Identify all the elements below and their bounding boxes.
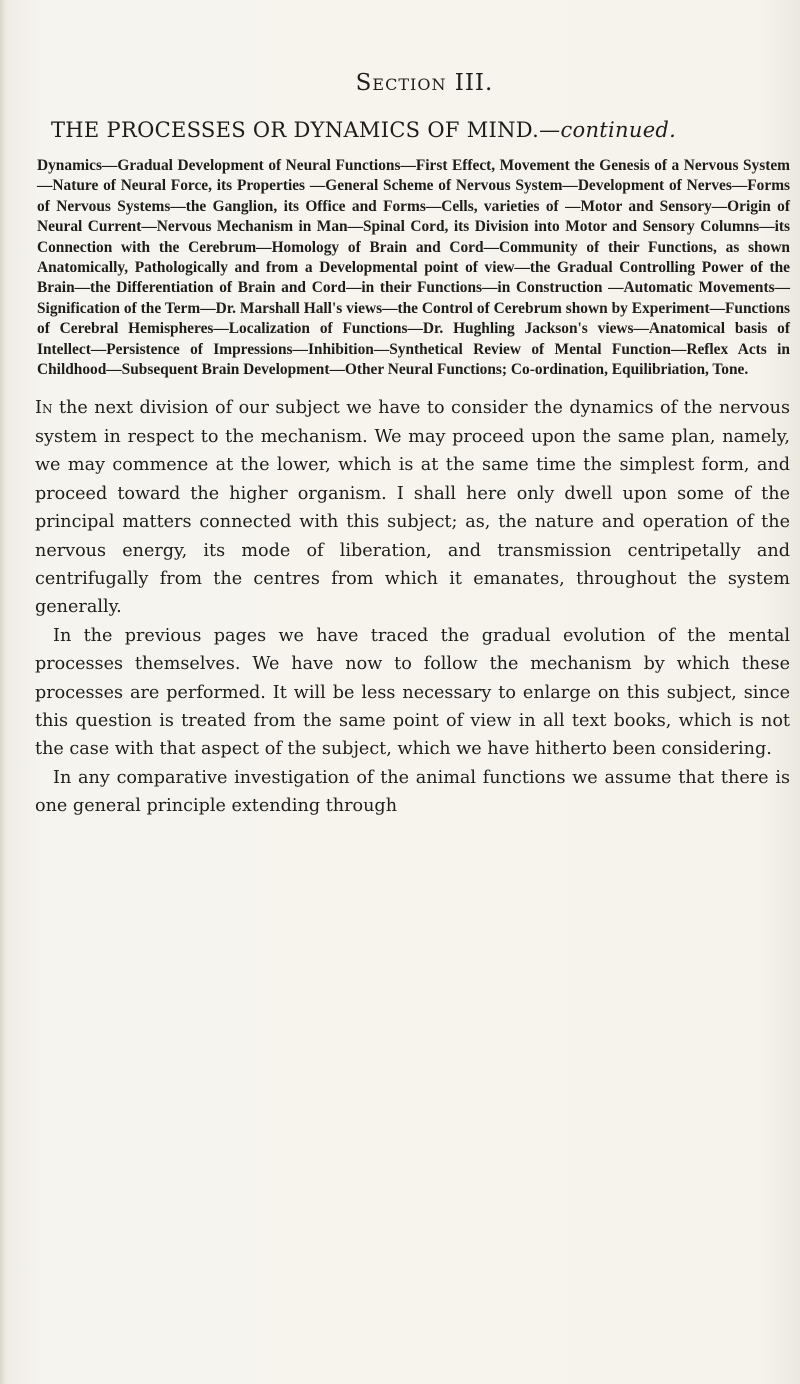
paragraph-1 <box>35 394 790 621</box>
part-title <box>51 118 790 142</box>
paragraph-2-text: In the previous pages we have traced the gradual evolution of the mental processes themselves. We have now to follow the mechanism by which these processes are performed. It will be less necessary to enlarge on this subject, since this question is treated from the same point of view in all text books, which is not the case with that aspect of the subject, which we have hitherto been considering. <box>35 625 790 760</box>
part-title-main: THE PROCESSES OR DYNAMICS OF MIND. <box>51 118 540 142</box>
section-heading: Section III. <box>355 70 494 96</box>
page-gutter-shadow <box>0 0 6 1384</box>
paragraph-3 <box>35 764 790 821</box>
part-title-continued: —continued. <box>539 118 677 142</box>
chapter-synopsis: Dynamics—Gradual Development of Neural Functions—First Effect, Movement the Genesis of a Nervous System—Nature of Neural Force, its Properties —General Scheme of Nervous System—Development of Nerves—Forms of Nervous Systems—the Ganglion, its Office and Forms—Cells, varieties of —Motor and Sensory—Origin of Neural Current—Nervous Mechanism in Man—Spinal Cord, its Division into Motor and Sensory Columns—its Connection with the Cerebrum—Homology of Brain and Cord—Community of their Functions, as shown Anatomically, Pathologically and from a Developmental point of view—the Gradual Controlling Power of the Brain—the Differentiation of Brain and Cord—in their Functions—in Construction —Automatic Movements—Signification of the Term—Dr. Marshall Hall's views—the Control of Cerebrum shown by Experiment—Functions of Cerebral Hemispheres—Localization of Functions—Dr. Hughling Jackson's views—Anatomical basis of Intellect—Persistence of Impressions—Inhibition—Synthetical Review of Mental Function—Reflex Acts in Childhood—Subsequent Brain Development—Other Neural Functions; Co-ordination, Equilibriation, Tone. <box>37 157 790 379</box>
paragraph-lead-word: In <box>35 398 53 419</box>
paragraph-3-text: In any comparative investigation of the animal functions we assume that there is one general principle extending through <box>35 767 790 817</box>
body-text <box>35 394 790 820</box>
paragraph-1-text: the next division of our subject we have to consider the dynamics of the nervous system in respect to the mechanism. We may proceed upon the same plan, namely, we may commence at the lower, which is at the same time the simplest form, and proceed toward the higher organism. I shall here only dwell upon some of the principal matters connected with this subject; as, the nature and operation of the nervous energy, its mode of liberation, and transmission centripetally and centrifugally from the centres from which it emanates, throughout the system generally. <box>35 398 790 618</box>
page-content <box>35 70 790 821</box>
paragraph-2 <box>35 622 790 764</box>
